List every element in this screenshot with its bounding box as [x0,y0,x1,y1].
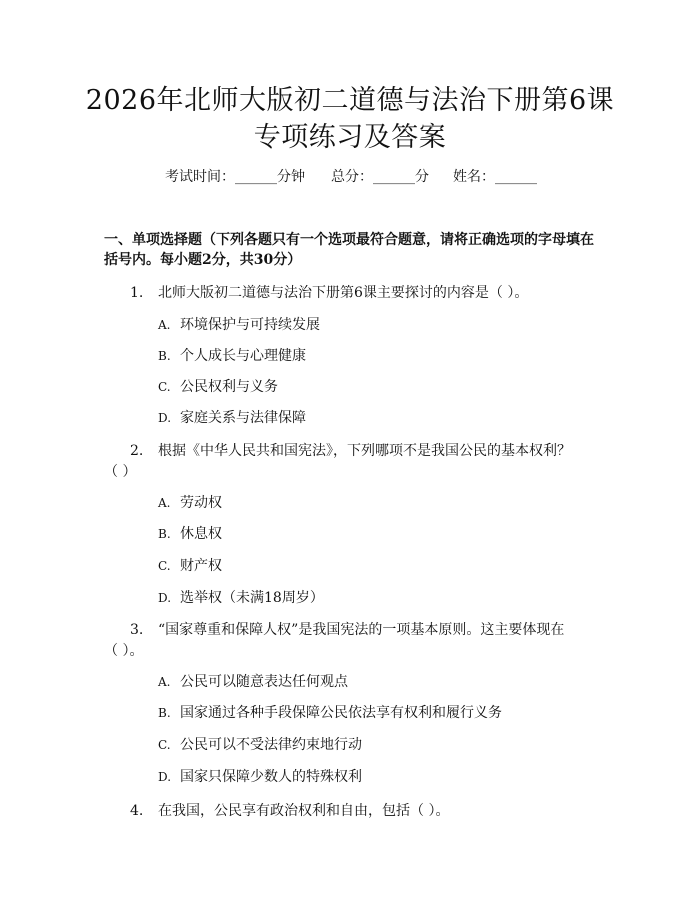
option-letter: C. [158,559,171,573]
option-letter: A. [158,318,171,332]
option-item [158,702,502,724]
option-text: 个人成长与心理健康 [180,348,306,364]
option-text: 劳动权 [180,495,222,511]
question-number: 1. [130,285,144,301]
total-score: 总分：______分 [331,169,429,185]
question-number: 3. [130,622,144,638]
question-text-continued: （ ） [104,464,137,480]
option-item [158,734,362,756]
option-text: 财产权 [180,558,222,574]
section-heading-line2: 括号内。每小题2分，共30分） [104,252,302,268]
option-text: 公民可以随意表达任何观点 [180,674,348,690]
option-letter: C. [158,738,171,752]
option-letter: A. [158,496,171,510]
option-item [158,376,278,398]
option-item [158,766,362,788]
question-text: “国家尊重和保障人权”是我国宪法的一项基本原则。这主要体现在 [158,622,565,638]
question-number: 4. [130,803,144,819]
option-letter: B. [158,706,171,720]
option-item [158,345,306,367]
question-text-continued: （ ）。 [104,643,144,659]
option-text: 环境保护与可持续发展 [180,317,320,333]
option-letter: B. [158,349,171,363]
question-text: 北师大版初二道德与法治下册第6课主要探讨的内容是（ ）。 [158,285,529,301]
question-text: 根据《中华人民共和国宪法》，下列哪项不是我国公民的基本权利？ [158,443,571,459]
option-item [158,407,306,429]
option-text: 国家只保障少数人的特殊权利 [180,769,362,785]
option-letter: B. [158,527,171,541]
option-item [158,314,320,336]
question-number: 2. [130,443,144,459]
option-item [158,587,324,609]
option-text: 公民权利与义务 [180,379,278,395]
option-text: 家庭关系与法律保障 [180,410,306,426]
option-letter: C. [158,380,171,394]
section-heading-line1: 一、单项选择题（下列各题只有一个选项最符合题意，请将正确选项的字母填在 [104,232,594,248]
option-item [158,555,222,577]
option-text: 休息权 [180,526,222,542]
option-item [158,671,348,693]
option-letter: D. [158,411,172,425]
option-letter: D. [158,770,172,784]
document-title-line1: 2026年北师大版初二道德与法治下册第6课 [85,85,615,116]
option-item [158,492,222,514]
document-title-line2: 专项练习及答案 [253,122,447,153]
option-text: 国家通过各种手段保障公民依法享有权利和履行义务 [180,705,502,721]
exam-time: 考试时间：______分钟 [165,169,305,185]
exam-meta [0,166,700,188]
option-letter: A. [158,675,171,689]
question-text: 在我国，公民享有政治权利和自由，包括（ ）。 [158,803,450,819]
option-text: 选举权（未满18周岁） [180,590,324,606]
option-item [158,523,222,545]
option-letter: D. [158,591,172,605]
student-name: 姓名：______ [453,169,537,185]
option-text: 公民可以不受法律约束地行动 [180,737,362,753]
